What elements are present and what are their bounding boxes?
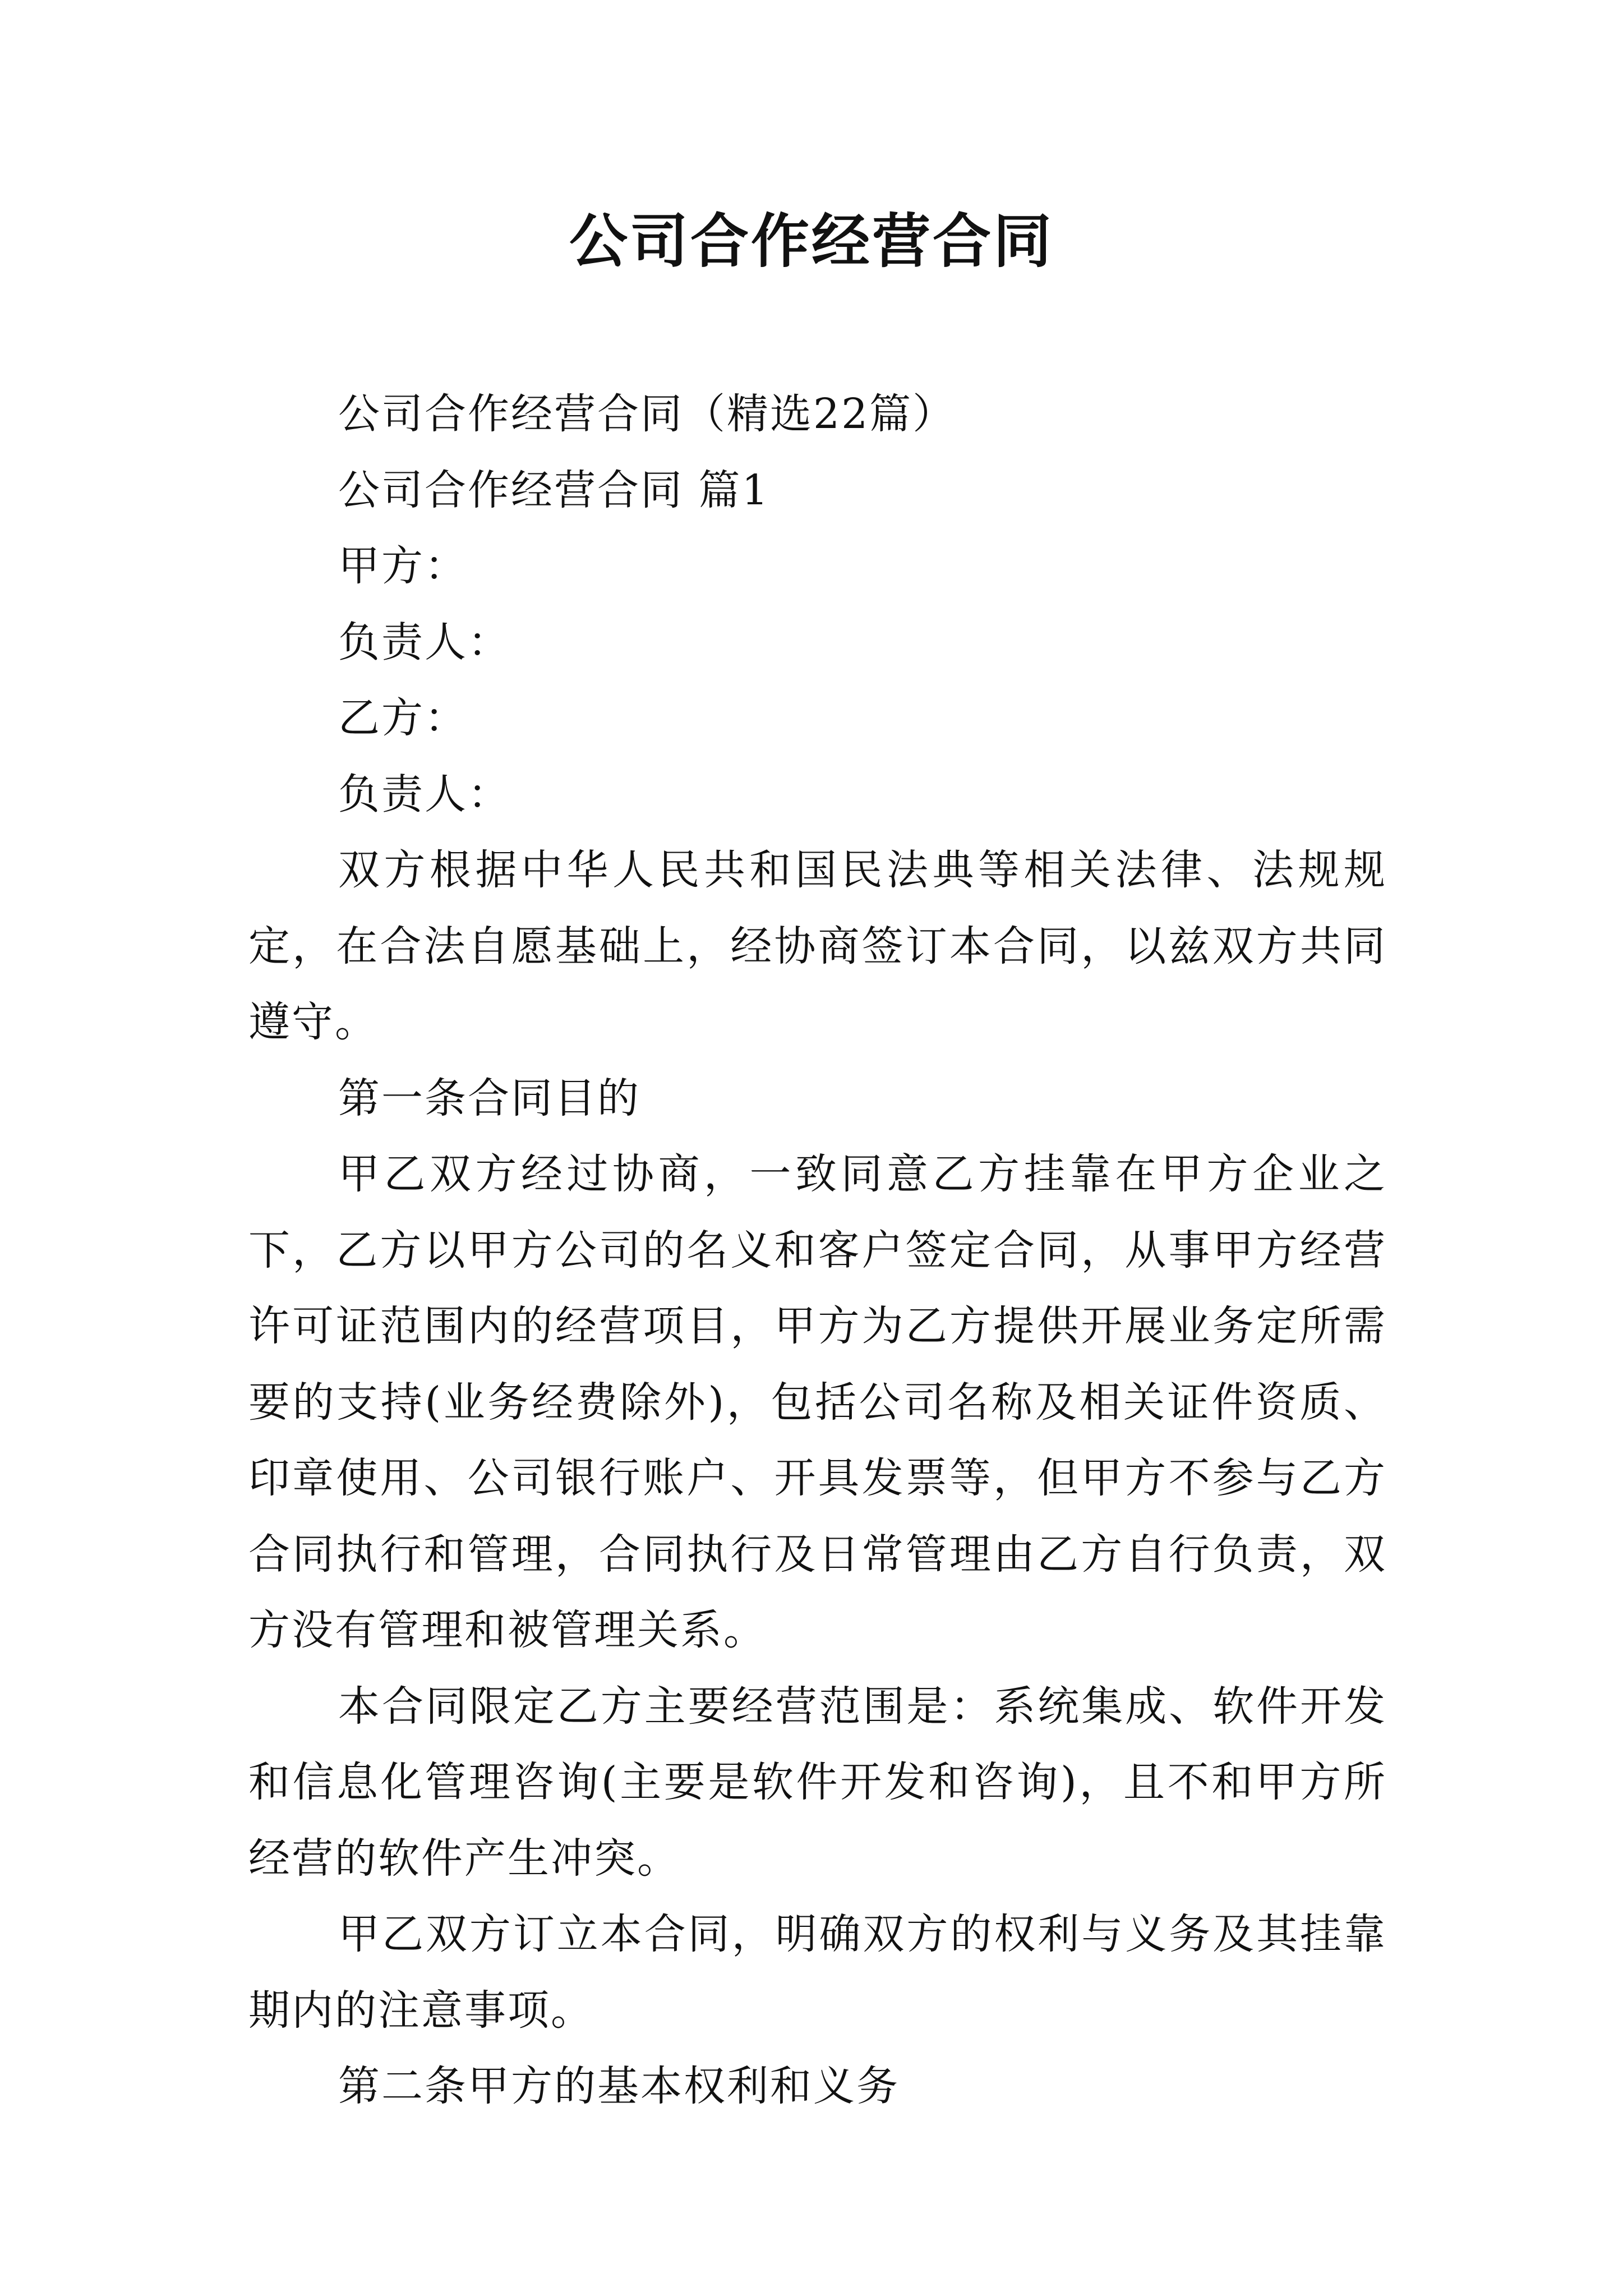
paragraph-rights-obligations: 甲乙双方订立本合同，明确双方的权利与义务及其挂靠期内的注意事项。 — [248, 1910, 1387, 2035]
paragraph-party-a-representative: 负责人： — [338, 618, 511, 666]
paragraph-party-b-representative: 负责人： — [338, 770, 511, 818]
paragraph-article-2-heading: 第二条甲方的基本权利和义务 — [338, 2062, 900, 2110]
document-body — [248, 376, 1387, 2125]
paragraph-article-1-heading: 第一条合同目的 — [338, 1074, 640, 1122]
paragraph-preamble: 双方根据中华人民共和国民法典等相关法律、法规规定，在合法自愿基础上，经协商签订本合同，以兹双方共同遵守。 — [248, 846, 1387, 1046]
paragraph-subtitle: 公司合作经营合同（精选22篇） — [338, 390, 956, 438]
paragraph-party-b: 乙方： — [338, 694, 468, 742]
paragraph-article-1-body: 甲乙双方经过协商，一致同意乙方挂靠在甲方企业之下，乙方以甲方公司的名义和客户签定合同，从事甲方经营许可证范围内的经营项目，甲方为乙方提供开展业务定所需要的支持(业务经费除外)，包括公司名称及相关证件资质、印章使用、公司银行账户、开具发票等，但甲方不参与乙方合同执行和管理，合同执行及日常管理由乙方自行负责，双方没有管理和被管理关系。 — [248, 1150, 1387, 1654]
paragraph-business-scope: 本合同限定乙方主要经营范围是：系统集成、软件开发和信息化管理咨询(主要是软件开发和咨询)，且不和甲方所经营的软件产生冲突。 — [248, 1682, 1387, 1883]
paragraph-section-heading: 公司合作经营合同 篇1 — [338, 466, 770, 514]
document-title: 公司合作经营合同 — [569, 206, 1054, 275]
paragraph-party-a: 甲方： — [338, 542, 468, 590]
